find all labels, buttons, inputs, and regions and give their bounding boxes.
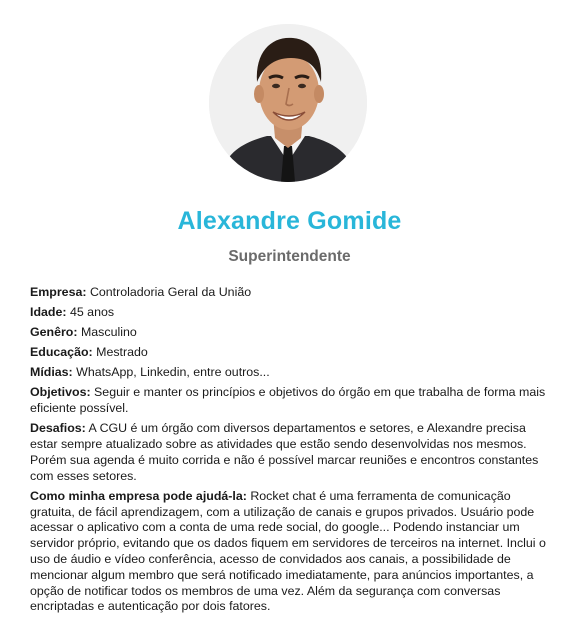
field-desafios	[30, 421, 550, 484]
field-label: Objetivos:	[30, 385, 91, 400]
field-label: Como minha empresa pode ajudá-la:	[30, 488, 247, 503]
field-value: Masculino	[80, 325, 137, 340]
avatar-photo	[209, 24, 367, 182]
field-como-ajudar	[30, 489, 550, 615]
field-empresa	[30, 285, 550, 301]
field-value: Controladoria Geral da União	[89, 285, 252, 299]
field-value: Mestrado	[96, 345, 148, 360]
field-idade	[30, 305, 550, 321]
field-midias	[30, 365, 550, 381]
field-label: Idade:	[30, 305, 67, 320]
field-educacao	[30, 345, 550, 361]
field-label: Desafios:	[30, 421, 86, 436]
field-genero	[30, 325, 550, 341]
field-label: Genêro:	[30, 325, 78, 340]
field-label: Mídias:	[30, 365, 73, 380]
profile-name: Alexandre Gomide	[177, 207, 402, 235]
field-value: A CGU é um órgão com diversos departamentos e setores, e Alexandre precisa estar sempre atualizado sobre as atividades que estão sendo desenvolvidas nos mesmos. Porém sua agenda é muito corrida e não é possível marcar reuniões e encontros constantes com esses setores.	[30, 421, 539, 483]
profile-title: Superintendente	[228, 248, 351, 265]
field-value: WhatsApp, Linkedin, entre outros...	[76, 365, 270, 380]
field-objetivos	[30, 385, 550, 417]
field-label: Empresa:	[30, 285, 87, 299]
avatar	[209, 24, 367, 182]
field-label: Educação:	[30, 345, 93, 360]
field-value: 45 anos	[69, 305, 115, 320]
profile-details	[30, 285, 550, 620]
field-value: Rocket chat é uma ferramenta de comunicação gratuita, de fácil aprendizagem, com a utilização de canais e grupos privados. Usuário pode acessar o aplicativo com a conta de uma rede social, do google... Podendo instanciar um servidor próprio, evitando que os dados fiquem em servidores de terceiros na internet. Inclui o uso de áudio e vídeo conferência, acesso de convidados aos canais, a possibilidade de mencionar algum membro que será notificado imediatamente, para anúncios importantes, a opção de notificar todos os membros de uma vez. Além da segurança com conversas encriptadas e autenticação por dois fatores.	[30, 488, 546, 614]
field-value: Seguir e manter os princípios e objetivos do órgão em que trabalha de forma mais eficiente possível.	[30, 385, 546, 416]
